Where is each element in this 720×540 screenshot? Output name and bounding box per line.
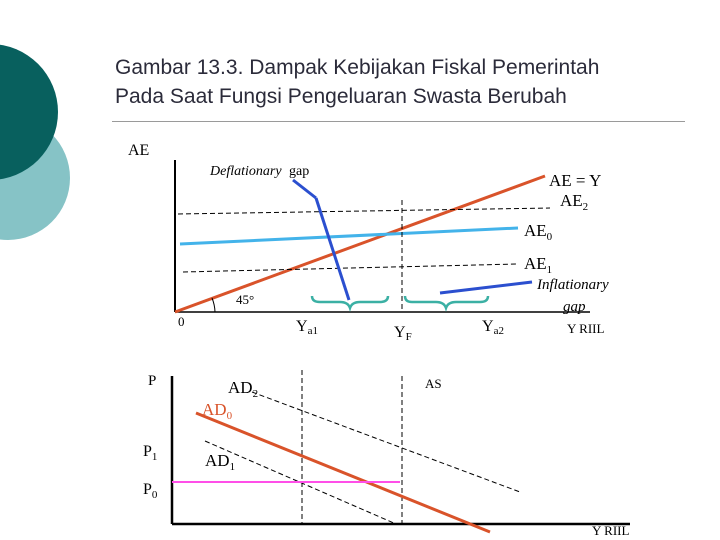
ae-equals-y-line [175,176,545,312]
top-y-axis-label: AE [128,142,150,159]
as-label: AS [425,376,442,391]
angle-label: 45° [236,292,255,307]
bottom-x-axis-label: Y RIIL [592,523,630,538]
ae0-line [180,228,518,244]
origin-label: 0 [178,314,185,329]
ad1-label: $AD_1$ [205,451,236,473]
deflationary-gap-brace [312,296,388,308]
p1-label: $P_1$ [143,443,158,463]
top-x-axis-label: Y RIIL [567,321,605,336]
title-line-1: Gambar 13.3. Dampak Kebijakan Fiskal Pemerintah [115,56,600,79]
inflationary-gap-label-2: gap [563,299,586,315]
title-line-2: Pada Saat Fungsi Pengeluaran Swasta Berubah [115,85,567,108]
ad0-label: $AD_0$ [202,400,233,422]
ya1-label: Ya1 [296,318,318,337]
inflationary-pointer [440,282,532,293]
top-graph [128,142,609,343]
deflationary-gap-label: Deflationary gap [210,164,310,179]
ad0-line [196,413,490,532]
ad2-line [252,392,520,492]
ae2-line [178,208,550,214]
yf-label: YF [394,324,412,343]
p-axis-label: P [148,373,157,389]
ae-y-label: AE = Y [549,171,602,190]
angle-arc [212,298,215,312]
ae1-label: $AE_1$ [524,254,553,276]
bottom-graph [143,370,630,538]
inflationary-gap-brace [405,296,488,308]
ae0-label: $AE_0$ [524,221,553,243]
inflationary-gap-label-1: Inflationary [537,277,609,293]
ae1-line [183,264,518,272]
deflationary-pointer-1 [293,180,316,198]
ae2-label: $AE_2$ [560,191,589,213]
ya2-label: Ya2 [482,318,504,337]
p0-label: $P_0$ [143,481,158,501]
ad2-label: $AD_2$ [228,378,259,400]
